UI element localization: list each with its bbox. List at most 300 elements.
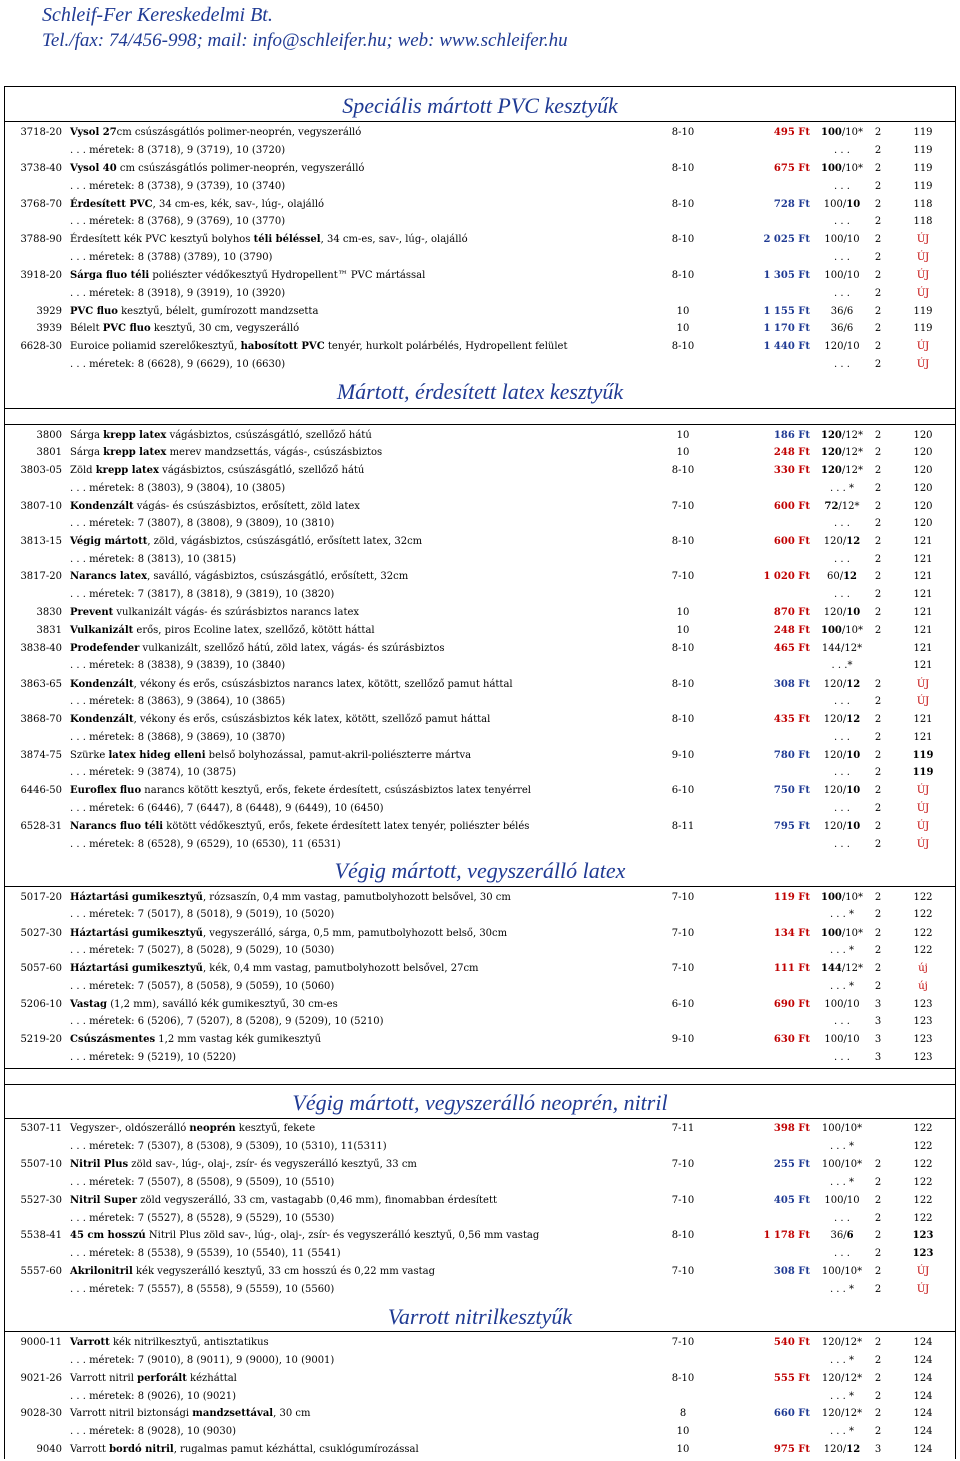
product-description: Szürke latex hideg elleni belső bolyhozással, pamut-akril-poliészterre mártva — [70, 750, 472, 761]
size-range: 8-10 — [671, 127, 695, 138]
packaging: . . . — [834, 145, 850, 156]
price: 540 Ft — [773, 1337, 810, 1348]
category: 2 — [874, 270, 882, 281]
packaging: 120/10 — [823, 750, 861, 761]
product-row — [0, 747, 960, 765]
product-row — [0, 1156, 960, 1174]
product-description: . . . méretek: 8 (6528), 9 (6529), 10 (6530), 11 (6531) — [70, 839, 341, 850]
size-row — [0, 693, 960, 711]
category: 2 — [874, 1230, 882, 1241]
packaging: . . . * — [829, 909, 855, 920]
product-code: 5538-41 — [20, 1230, 62, 1241]
catalog-page: 121 — [913, 660, 933, 671]
size-row — [0, 836, 960, 854]
packaging: 120/12* — [821, 465, 863, 476]
product-description: Sárga fluo téli poliészter védőkesztyű Hydropellent™ PVC mártással — [70, 270, 426, 281]
product-description: Háztartási gumikesztyű, kék, 0,4 mm vastag, pamutbolyhozott belsővel, 27cm — [70, 963, 479, 974]
size-row — [0, 1245, 960, 1263]
price: 308 Ft — [773, 679, 810, 690]
packaging: 100/10 — [823, 199, 861, 210]
packaging: 120/10 — [824, 341, 860, 352]
size-range: 10 — [676, 430, 690, 441]
packaging: 144/12* — [821, 643, 863, 654]
category: 2 — [874, 341, 882, 352]
packaging: 100/10 — [824, 234, 860, 245]
product-row — [0, 303, 960, 321]
category: 2 — [874, 145, 882, 156]
size-row — [0, 1352, 960, 1370]
catalog-page: ÚJ — [916, 288, 930, 299]
catalog-page: 123 — [912, 1230, 934, 1241]
product-row — [0, 711, 960, 729]
category: 2 — [874, 234, 882, 245]
product-description: . . . méretek: 8 (6628), 9 (6629), 10 (6630) — [70, 359, 286, 370]
product-code: 9021-26 — [20, 1373, 62, 1384]
product-code: 3800 — [36, 430, 62, 441]
product-description: . . . méretek: 7 (5527), 8 (5528), 9 (5529), 10 (5530) — [70, 1213, 335, 1224]
product-row — [0, 124, 960, 142]
packaging: . . . * — [829, 1141, 855, 1152]
size-range: 10 — [676, 625, 690, 636]
product-description: Érdesített PVC, 34 cm-es, kék, sav-, lúg-, olajálló — [70, 199, 325, 210]
size-range: 10 — [676, 306, 690, 317]
product-code: 3838-40 — [20, 643, 62, 654]
price: 255 Ft — [773, 1159, 810, 1170]
category: 2 — [874, 288, 882, 299]
catalog-page: 121 — [913, 554, 933, 565]
product-row — [0, 231, 960, 249]
size-range: 7-10 — [671, 1159, 695, 1170]
packaging: 100/10 — [824, 1034, 860, 1045]
product-description: . . . méretek: 8 (9028), 10 (9030) — [70, 1426, 237, 1437]
price: 435 Ft — [773, 714, 810, 725]
product-code: 3863-65 — [20, 679, 62, 690]
product-code: 5219-20 — [20, 1034, 62, 1045]
divider — [4, 424, 956, 425]
size-row — [0, 480, 960, 498]
catalog-page: ÚJ — [916, 696, 930, 707]
product-description: PVC fluo kesztyű, bélelt, gumírozott mandzsetta — [70, 306, 319, 317]
category: 2 — [874, 163, 882, 174]
catalog-page: 120 — [913, 483, 933, 494]
product-code: 3788-90 — [20, 234, 62, 245]
packaging: . . . — [834, 1052, 850, 1063]
category: 2 — [874, 963, 882, 974]
product-code: 3929 — [36, 306, 62, 317]
product-description: Vysol 27cm csúszásgátlós polimer-neoprén, vegyszerálló — [70, 127, 362, 138]
price: 555 Ft — [773, 1373, 810, 1384]
catalog-page: 122 — [913, 1159, 933, 1170]
product-description: . . . méretek: 8 (9026), 10 (9021) — [70, 1391, 237, 1402]
product-code: 3803-05 — [20, 465, 62, 476]
product-description: Sárga krepp latex vágásbiztos, csúszásgátló, szellőző hátú — [70, 430, 372, 441]
catalog-page: 121 — [913, 571, 933, 582]
category: 2 — [874, 554, 882, 565]
product-description: Érdesített kék PVC kesztyű bolyhos téli béléssel, 34 cm-es, sav-, lúg-, olajálló — [70, 234, 468, 245]
price: 675 Ft — [773, 163, 810, 174]
category: 2 — [874, 1373, 882, 1384]
product-code: 3738-40 — [20, 163, 62, 174]
packaging: 100/10* — [821, 625, 863, 636]
product-row — [0, 782, 960, 800]
catalog-page: 123 — [913, 1034, 933, 1045]
category: 2 — [874, 803, 882, 814]
size-range: 7-10 — [671, 501, 695, 512]
price: 308 Ft — [773, 1266, 810, 1277]
size-row — [0, 978, 960, 996]
packaging: 100/10* — [821, 1159, 863, 1170]
category: 2 — [874, 785, 882, 796]
catalog-page: 120 — [913, 465, 933, 476]
catalog-page: ÚJ — [916, 252, 930, 263]
size-range: 8-10 — [671, 643, 695, 654]
packaging: . . . — [834, 554, 850, 565]
price: 600 Ft — [773, 536, 810, 547]
product-description: Háztartási gumikesztyű, rózsaszín, 0,4 mm vastag, pamutbolyhozott belsővel, 30 cm — [70, 892, 511, 903]
size-row — [0, 764, 960, 782]
section-title: Végig mártott, vegyszerálló neoprén, nitril — [292, 1090, 668, 1115]
company-name: Schleif-Fer Kereskedelmi Bt. — [42, 4, 273, 26]
catalog-page: 122 — [913, 1141, 933, 1152]
packaging: 120/12 — [823, 1444, 861, 1455]
catalog-page: ÚJ — [916, 234, 930, 245]
price: 248 Ft — [773, 447, 810, 458]
size-range: 9-10 — [671, 1034, 695, 1045]
category: 2 — [874, 892, 882, 903]
size-row — [0, 1013, 960, 1031]
size-range: 10 — [676, 1426, 690, 1437]
product-row — [0, 889, 960, 907]
category: 2 — [874, 981, 882, 992]
size-range: 8-10 — [671, 163, 695, 174]
category: 2 — [874, 1426, 882, 1437]
price: 600 Ft — [773, 501, 810, 512]
product-code: 3801 — [36, 447, 62, 458]
price: 795 Ft — [773, 821, 810, 832]
packaging: . . . * — [829, 483, 855, 494]
size-range: 10 — [676, 323, 690, 334]
product-description: . . . méretek: 8 (3868), 9 (3869), 10 (3870) — [70, 732, 286, 743]
size-range: 8-10 — [671, 341, 695, 352]
product-description: . . . méretek: 6 (5206), 7 (5207), 8 (5208), 9 (5209), 10 (5210) — [70, 1016, 384, 1027]
size-row — [0, 586, 960, 604]
catalog-page: 119 — [913, 163, 933, 174]
catalog-page: 124 — [913, 1444, 933, 1455]
packaging: 100/10* — [821, 1123, 863, 1134]
product-code: 9000-11 — [20, 1337, 62, 1348]
packaging: . . . * — [829, 945, 855, 956]
product-description: . . . méretek: 7 (5557), 8 (5558), 9 (5559), 10 (5560) — [70, 1284, 335, 1295]
product-code: 3768-70 — [20, 199, 62, 210]
catalog-page: 121 — [913, 714, 933, 725]
size-row — [0, 942, 960, 960]
packaging: . . . — [834, 696, 850, 707]
size-range: 8-10 — [671, 1230, 695, 1241]
category: 2 — [874, 625, 882, 636]
size-range: 6-10 — [671, 785, 695, 796]
catalog-page: 123 — [913, 1016, 933, 1027]
packaging: 100/10* — [821, 163, 863, 174]
product-row — [0, 462, 960, 480]
product-description: Varrott nitril perforált kézháttal — [70, 1373, 237, 1384]
size-range: 7-10 — [671, 571, 695, 582]
category: 2 — [874, 1337, 882, 1348]
product-description: . . . méretek: 7 (5057), 8 (5058), 9 (5059), 10 (5060) — [70, 981, 335, 992]
product-description: Varrott bordó nitril, rugalmas pamut kézháttal, csuklógumírozással — [70, 1444, 419, 1455]
packaging: . . . — [834, 216, 850, 227]
packaging: 120/12 — [823, 679, 861, 690]
product-code: 3718-20 — [20, 127, 62, 138]
product-row — [0, 498, 960, 516]
product-description: Sárga krepp latex merev mandzsettás, vágás-, csúszásbiztos — [70, 447, 383, 458]
price: 405 Ft — [773, 1195, 810, 1206]
packaging: . . . — [834, 359, 850, 370]
size-row — [0, 285, 960, 303]
product-description: Prodefender vulkanizált, szellőző hátú, zöld latex, vágás- és szúrásbiztos — [70, 643, 445, 654]
product-description: . . . méretek: 6 (6446), 7 (6447), 8 (6448), 9 (6449), 10 (6450) — [70, 803, 384, 814]
packaging: . . . — [834, 589, 850, 600]
category: 2 — [874, 306, 882, 317]
product-row — [0, 818, 960, 836]
catalog-page: 119 — [912, 750, 934, 761]
product-code: 5206-10 — [20, 999, 62, 1010]
catalog-page: új — [918, 981, 928, 992]
size-row — [0, 1423, 960, 1441]
packaging: 120/10 — [823, 607, 861, 618]
size-range: 7-10 — [671, 1337, 695, 1348]
packaging: . . . * — [829, 1426, 855, 1437]
size-row — [0, 906, 960, 924]
size-range: 6-10 — [671, 999, 695, 1010]
category: 2 — [874, 909, 882, 920]
divider — [4, 1118, 956, 1119]
size-row — [0, 1281, 960, 1299]
product-description: Vastag (1,2 mm), saválló kék gumikesztyű, 30 cm-es — [70, 999, 338, 1010]
size-row — [0, 515, 960, 533]
catalog-page: 124 — [913, 1337, 933, 1348]
size-row — [0, 657, 960, 675]
product-code: 3817-20 — [20, 571, 62, 582]
price: 1 440 Ft — [763, 341, 810, 352]
product-code: 3831 — [36, 625, 62, 636]
category: 2 — [874, 536, 882, 547]
category: 2 — [874, 127, 882, 138]
category: 2 — [874, 750, 882, 761]
catalog-page: 120 — [913, 447, 933, 458]
product-description: Vegyszer-, oldószerálló neoprén kesztyű, fekete — [70, 1123, 316, 1134]
size-row — [0, 142, 960, 160]
product-description: . . . méretek: 7 (3807), 8 (3808), 9 (3809), 10 (3810) — [70, 518, 335, 529]
catalog-page: 119 — [913, 323, 933, 334]
category: 2 — [874, 216, 882, 227]
product-description: Végig mártott, zöld, vágásbiztos, csúszásgátló, erősített latex, 32cm — [70, 536, 423, 547]
catalog-page: 124 — [913, 1373, 933, 1384]
catalog-page: 124 — [913, 1391, 933, 1402]
catalog-page: 120 — [913, 501, 933, 512]
price: 134 Ft — [773, 928, 810, 939]
size-row — [0, 1138, 960, 1156]
product-description: Nitril Super zöld vegyszerálló, 33 cm, vastagabb (0,46 mm), finomabban érdesített — [70, 1195, 497, 1206]
catalog-page: ÚJ — [916, 1284, 930, 1295]
product-description: Prevent vulkanizált vágás- és szúrásbiztos narancs latex — [70, 607, 360, 618]
packaging: 36/6 — [830, 1230, 854, 1241]
price: 1 170 Ft — [763, 323, 810, 334]
size-row — [0, 356, 960, 374]
catalog-page: 120 — [913, 518, 933, 529]
product-row — [0, 338, 960, 356]
category: 2 — [874, 1195, 882, 1206]
price: 186 Ft — [773, 430, 810, 441]
size-range: 7-10 — [671, 1195, 695, 1206]
catalog-page: 119 — [913, 181, 933, 192]
product-row — [0, 925, 960, 943]
catalog-page: 123 — [913, 999, 933, 1010]
catalog-page: 122 — [913, 1177, 933, 1188]
packaging: 120/12* — [821, 1373, 863, 1384]
product-row — [0, 604, 960, 622]
price: 690 Ft — [773, 999, 810, 1010]
category: 2 — [874, 1408, 882, 1419]
catalog-page: 122 — [913, 909, 933, 920]
size-range: 10 — [676, 1444, 690, 1455]
product-description: Akrilonitril kék vegyszerálló kesztyű, 33 cm hosszú és 0,22 mm vastag — [70, 1266, 436, 1277]
product-description: . . . méretek: 8 (3718), 9 (3719), 10 (3720) — [70, 145, 286, 156]
price: 119 Ft — [773, 892, 810, 903]
size-range: 9-10 — [671, 750, 695, 761]
size-row — [0, 213, 960, 231]
product-description: . . . méretek: 8 (3788) (3789), 10 (3790) — [70, 252, 273, 263]
packaging: 120/12 — [823, 536, 861, 547]
price: 465 Ft — [773, 643, 810, 654]
product-row — [0, 320, 960, 338]
product-code: 6628-30 — [20, 341, 62, 352]
size-range: 7-11 — [671, 1123, 695, 1134]
size-row — [0, 1388, 960, 1406]
category: 2 — [874, 518, 882, 529]
product-code: 6446-50 — [20, 785, 62, 796]
product-description: Háztartási gumikesztyű, vegyszerálló, sárga, 0,5 mm, pamutbolyhozott belső, 30cm — [70, 928, 508, 939]
category: 2 — [874, 767, 882, 778]
product-row — [0, 1441, 960, 1459]
section-title: Mártott, érdesített latex kesztyűk — [336, 379, 624, 404]
product-description: Kondenzált, vékony és erős, csúszásbiztos kék latex, kötött, szellőző pamut háttal — [70, 714, 491, 725]
price: 780 Ft — [773, 750, 810, 761]
product-code: 5527-30 — [20, 1195, 62, 1206]
packaging: . . . — [834, 518, 850, 529]
product-row — [0, 996, 960, 1014]
packaging: . . . — [834, 732, 850, 743]
product-code: 5017-20 — [20, 892, 62, 903]
packaging: 120/12* — [821, 1408, 863, 1419]
catalog-page: ÚJ — [916, 1266, 930, 1277]
catalog-page: 119 — [913, 127, 933, 138]
catalog-page: 124 — [913, 1426, 933, 1437]
product-row — [0, 427, 960, 445]
product-description: Narancs fluo téli kötött védőkesztyű, erős, fekete érdesített latex tenyér, poliészter bélés — [70, 821, 530, 832]
product-row — [0, 1227, 960, 1245]
product-description: . . . méretek: 9 (3874), 10 (3875) — [70, 767, 237, 778]
category: 3 — [874, 1444, 882, 1455]
product-row — [0, 1120, 960, 1138]
product-description: . . . méretek: 8 (5538), 9 (5539), 10 (5540), 11 (5541) — [70, 1248, 341, 1259]
catalog-page: új — [918, 963, 928, 974]
size-range: 10 — [676, 607, 690, 618]
size-range: 8-10 — [671, 270, 695, 281]
category: 2 — [874, 928, 882, 939]
section-title: Végig mártott, vegyszerálló latex — [334, 858, 626, 883]
price: 870 Ft — [773, 607, 810, 618]
category: 2 — [874, 1355, 882, 1366]
packaging: . . . — [834, 1213, 850, 1224]
product-code: 9028-30 — [20, 1408, 62, 1419]
product-code: 5057-60 — [20, 963, 62, 974]
product-code: 5027-30 — [20, 928, 62, 939]
divider — [4, 408, 956, 409]
category: 3 — [874, 999, 882, 1010]
product-row — [0, 640, 960, 658]
price: 750 Ft — [773, 785, 810, 796]
packaging: 100/10 — [824, 270, 860, 281]
divider — [4, 1084, 956, 1085]
product-description: Nitril Plus zöld sav-, lúg-, olaj-, zsír- és vegyszerálló kesztyű, 33 cm — [70, 1159, 417, 1170]
packaging: . . . * — [829, 1391, 855, 1402]
packaging: 120/12* — [821, 1337, 863, 1348]
category: 2 — [874, 607, 882, 618]
product-code: 9040 — [36, 1444, 62, 1455]
category: 2 — [874, 1284, 882, 1295]
packaging: 120/12 — [823, 714, 861, 725]
packaging: 100/10 — [824, 1195, 860, 1206]
catalog-page: ÚJ — [916, 679, 930, 690]
size-row — [0, 1049, 960, 1067]
product-code: 5307-11 — [20, 1123, 62, 1134]
packaging: . . . — [834, 288, 850, 299]
catalog-page: ÚJ — [916, 839, 930, 850]
product-description: . . . méretek: 7 (5027), 8 (5028), 9 (5029), 10 (5030) — [70, 945, 335, 956]
size-row — [0, 1210, 960, 1228]
product-code: 5557-60 — [20, 1266, 62, 1277]
product-code: 3939 — [36, 323, 62, 334]
packaging: . . . * — [829, 1284, 855, 1295]
catalog-page: 121 — [913, 643, 933, 654]
product-description: Bélelt PVC fluo kesztyű, 30 cm, vegyszerálló — [70, 323, 300, 334]
product-code: 6528-31 — [20, 821, 62, 832]
packaging: 72/12* — [824, 501, 860, 512]
price: 2 025 Ft — [763, 234, 810, 245]
category: 2 — [874, 821, 882, 832]
category: 2 — [874, 1266, 882, 1277]
catalog-page: 121 — [913, 625, 933, 636]
packaging: 120/10 — [823, 821, 861, 832]
product-description: . . . méretek: 7 (5507), 8 (5508), 9 (5509), 10 (5510) — [70, 1177, 335, 1188]
product-description: . . . méretek: 7 (9010), 8 (9011), 9 (9000), 10 (9001) — [70, 1355, 335, 1366]
price: 728 Ft — [773, 199, 810, 210]
catalog-page: 123 — [912, 1248, 934, 1259]
size-range: 8-10 — [671, 199, 695, 210]
size-range: 8-10 — [671, 1373, 695, 1384]
category: 2 — [874, 465, 882, 476]
product-description: Kondenzált, vékony és erős, csúszásbiztos narancs latex, kötött, szellőző pamut háttal — [70, 679, 513, 690]
catalog-page: 121 — [913, 732, 933, 743]
product-description: . . . méretek: 7 (3817), 8 (3818), 9 (3819), 10 (3820) — [70, 589, 335, 600]
product-row — [0, 267, 960, 285]
size-range: 7-10 — [671, 963, 695, 974]
divider — [4, 121, 956, 122]
catalog-page: 122 — [913, 1213, 933, 1224]
category: 2 — [874, 1177, 882, 1188]
size-range: 10 — [676, 447, 690, 458]
packaging: . . . — [834, 1016, 850, 1027]
